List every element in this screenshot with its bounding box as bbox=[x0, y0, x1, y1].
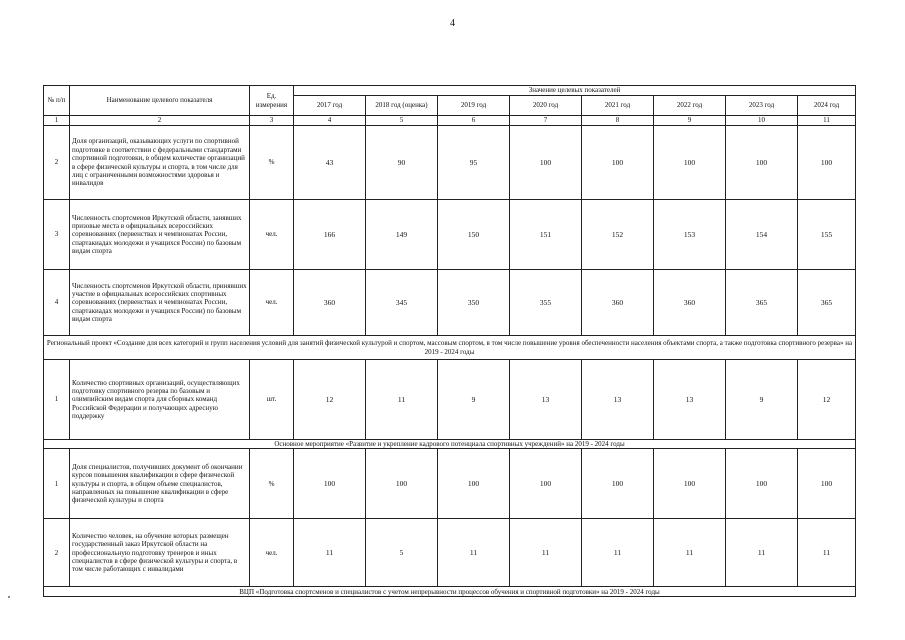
row-number: 3 bbox=[44, 200, 70, 270]
row-number: 4 bbox=[44, 270, 70, 336]
indicator-value: 149 bbox=[366, 200, 438, 270]
header-year: 2022 год bbox=[654, 96, 726, 116]
indicator-value: 100 bbox=[726, 449, 798, 519]
indicator-value: 95 bbox=[438, 126, 510, 200]
indicator-value: 100 bbox=[582, 449, 654, 519]
indicator-value: 11 bbox=[438, 519, 510, 587]
header-row bbox=[44, 86, 856, 96]
indicator-value: 43 bbox=[294, 126, 366, 200]
indicator-value: 150 bbox=[438, 200, 510, 270]
indicator-value: 11 bbox=[726, 519, 798, 587]
column-index: 4 bbox=[294, 116, 366, 126]
column-index: 8 bbox=[582, 116, 654, 126]
row-number: 1 bbox=[44, 360, 70, 440]
indicator-value: 100 bbox=[798, 126, 856, 200]
table-row bbox=[44, 126, 856, 200]
scan-mark bbox=[8, 596, 10, 598]
indicator-value: 151 bbox=[510, 200, 582, 270]
page-number: 4 bbox=[450, 18, 455, 29]
row-number: 2 bbox=[44, 519, 70, 587]
indicator-value: 100 bbox=[438, 449, 510, 519]
indicator-name: Количество спортивных организаций, осуществляющих подготовку спортивного резерва по базовым и олимпийским видам спорта для сборных команд Российской Федерации и получающих адресную поддержку bbox=[70, 360, 250, 440]
indicator-value: 100 bbox=[510, 126, 582, 200]
column-index: 6 bbox=[438, 116, 510, 126]
indicator-unit: % bbox=[250, 449, 294, 519]
header-num: № п/п bbox=[44, 86, 70, 116]
section-title: Региональный проект «Создание для всех категорий и групп населения условий для занятий физической культурой и спортом, массовым спортом, в том числе повышение уровня обеспеченности населения объектами спорта, а также подготовка спортивного резерва» на 2019 - 2024 годы bbox=[44, 336, 856, 360]
indicator-value: 360 bbox=[582, 270, 654, 336]
indicator-value: 90 bbox=[366, 126, 438, 200]
indicator-value: 100 bbox=[582, 126, 654, 200]
indicator-value: 9 bbox=[438, 360, 510, 440]
column-index: 2 bbox=[70, 116, 250, 126]
indicator-value: 100 bbox=[726, 126, 798, 200]
indicator-value: 11 bbox=[798, 519, 856, 587]
section-row bbox=[44, 440, 856, 449]
header-year: 2021 год bbox=[582, 96, 654, 116]
indicator-value: 11 bbox=[582, 519, 654, 587]
column-index: 3 bbox=[250, 116, 294, 126]
section-row bbox=[44, 587, 856, 597]
indicator-name: Численность спортсменов Иркутской области, принявших участие в официальных всероссийских спортивных соревнованиях (первенствах и чемпионатах России, спартакиадах молодежи и учащихся России) по базовым видам спорта bbox=[70, 270, 250, 336]
indicator-value: 100 bbox=[510, 449, 582, 519]
indicator-name: Доля организаций, оказывающих услуги по спортивной подготовке в соответствии с федеральными стандартами спортивной подготовки, в общем количестве организаций в сфере физической культуры и спорта, в том числе для лиц с ограниченными возможностями здоровья и инвалидов bbox=[70, 126, 250, 200]
header-name: Наименование целевого показателя bbox=[70, 86, 250, 116]
section-title: ВЦП «Подготовка спортсменов и специалистов с учетом непрерывности процессов обучения и спортивной подготовки» на 2019 - 2024 годы bbox=[44, 587, 856, 597]
table-row bbox=[44, 519, 856, 587]
indicator-value: 100 bbox=[654, 126, 726, 200]
indicator-value: 365 bbox=[798, 270, 856, 336]
indicator-value: 9 bbox=[726, 360, 798, 440]
indicator-value: 350 bbox=[438, 270, 510, 336]
column-index: 10 bbox=[726, 116, 798, 126]
indicator-name: Доля специалистов, получивших документ об окончании курсов повышения квалификации в сфере физической культуры и спорта, в общем объеме специалистов, направленных на повышение квалификации в сфере физической культуры и спорта bbox=[70, 449, 250, 519]
section-row bbox=[44, 336, 856, 360]
indicator-unit: % bbox=[250, 126, 294, 200]
row-number: 1 bbox=[44, 449, 70, 519]
row-number: 2 bbox=[44, 126, 70, 200]
indicator-value: 12 bbox=[294, 360, 366, 440]
header-year: 2018 год (оценка) bbox=[366, 96, 438, 116]
indicator-value: 100 bbox=[798, 449, 856, 519]
section-title: Основное мероприятие «Развитие и укрепление кадрового потенциала спортивных учреждений» на 2019 - 2024 годы bbox=[44, 440, 856, 449]
indicator-value: 13 bbox=[654, 360, 726, 440]
indicator-value: 12 bbox=[798, 360, 856, 440]
indicator-value: 355 bbox=[510, 270, 582, 336]
indicator-value: 11 bbox=[294, 519, 366, 587]
indicator-value: 155 bbox=[798, 200, 856, 270]
header-values-group: Значение целевых показателей bbox=[294, 86, 856, 96]
indicator-value: 152 bbox=[582, 200, 654, 270]
table-row bbox=[44, 360, 856, 440]
indicator-unit: чел. bbox=[250, 270, 294, 336]
indicator-value: 360 bbox=[654, 270, 726, 336]
indicator-value: 100 bbox=[366, 449, 438, 519]
indicator-value: 11 bbox=[510, 519, 582, 587]
indicator-value: 153 bbox=[654, 200, 726, 270]
indicator-value: 345 bbox=[366, 270, 438, 336]
indicator-value: 13 bbox=[582, 360, 654, 440]
indicator-value: 100 bbox=[654, 449, 726, 519]
indicator-value: 360 bbox=[294, 270, 366, 336]
header-year: 2024 год bbox=[798, 96, 856, 116]
column-index: 1 bbox=[44, 116, 70, 126]
indicator-unit: чел. bbox=[250, 519, 294, 587]
target-indicators-table bbox=[43, 85, 856, 597]
column-index: 11 bbox=[798, 116, 856, 126]
header-year: 2020 год bbox=[510, 96, 582, 116]
header-year: 2019 год bbox=[438, 96, 510, 116]
indicator-value: 11 bbox=[366, 360, 438, 440]
column-index: 9 bbox=[654, 116, 726, 126]
header-unit: Ед. измерения bbox=[250, 86, 294, 116]
table-row bbox=[44, 270, 856, 336]
indicator-value: 13 bbox=[510, 360, 582, 440]
indicator-value: 100 bbox=[294, 449, 366, 519]
indicator-unit: чел. bbox=[250, 200, 294, 270]
column-index: 5 bbox=[366, 116, 438, 126]
indicator-value: 5 bbox=[366, 519, 438, 587]
indicator-value: 166 bbox=[294, 200, 366, 270]
indicator-value: 11 bbox=[654, 519, 726, 587]
indicator-value: 154 bbox=[726, 200, 798, 270]
indicator-name: Численность спортсменов Иркутской области, занявших призовые места в официальных всероссийских соревнованиях (первенствах и чемпионатах России, спартакиадах молодежи и учащихся России) по базовым видам спорта bbox=[70, 200, 250, 270]
indicator-unit: шт. bbox=[250, 360, 294, 440]
header-year: 2017 год bbox=[294, 96, 366, 116]
table-row bbox=[44, 449, 856, 519]
indicator-value: 365 bbox=[726, 270, 798, 336]
column-index: 7 bbox=[510, 116, 582, 126]
indicator-name: Количество человек, на обучение которых размещен государственный заказ Иркутской области на профессиональную подготовку тренеров и иных специалистов в сфере физической культуры и спорта, в том числе работающих с инвалидами bbox=[70, 519, 250, 587]
column-index-row bbox=[44, 116, 856, 126]
header-year: 2023 год bbox=[726, 96, 798, 116]
table-row bbox=[44, 200, 856, 270]
